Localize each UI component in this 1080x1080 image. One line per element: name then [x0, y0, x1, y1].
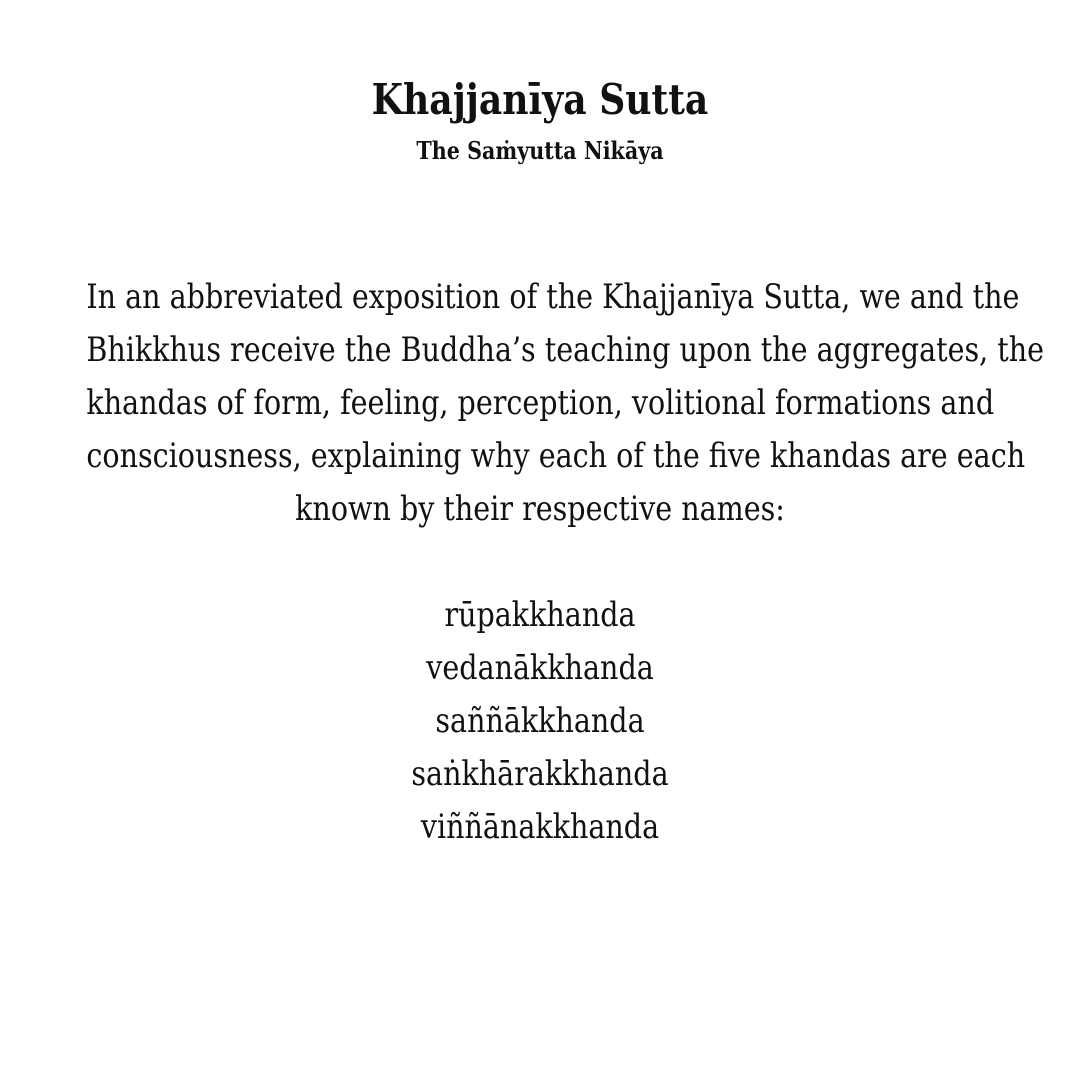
intro-line: khandas of form, feeling, perception, volitional formations and [86, 383, 995, 423]
intro-line: known by their respective names: [295, 489, 785, 529]
page-title: Khajjanīya Sutta [371, 75, 709, 124]
intro-line: In an abbreviated exposition of the Khajjanīya Sutta, we and the [86, 277, 1020, 317]
list-item: viññānakkhanda [420, 807, 660, 847]
page-subtitle: The Saṁyutta Nikāya [416, 136, 664, 165]
list-item: rūpakkhanda [444, 595, 636, 635]
list-item: saññākkhanda [435, 701, 645, 741]
khanda-list [0, 589, 1080, 854]
intro-line: consciousness, explaining why each of the five khandas are each [86, 436, 1026, 476]
list-item: saṅkhārakkhanda [411, 754, 669, 794]
intro-line: Bhikkhus receive the Buddha’s teaching upon the aggregates, the [86, 330, 1045, 370]
intro-paragraph [0, 271, 1080, 536]
list-item: vedanākkhanda [426, 648, 654, 688]
